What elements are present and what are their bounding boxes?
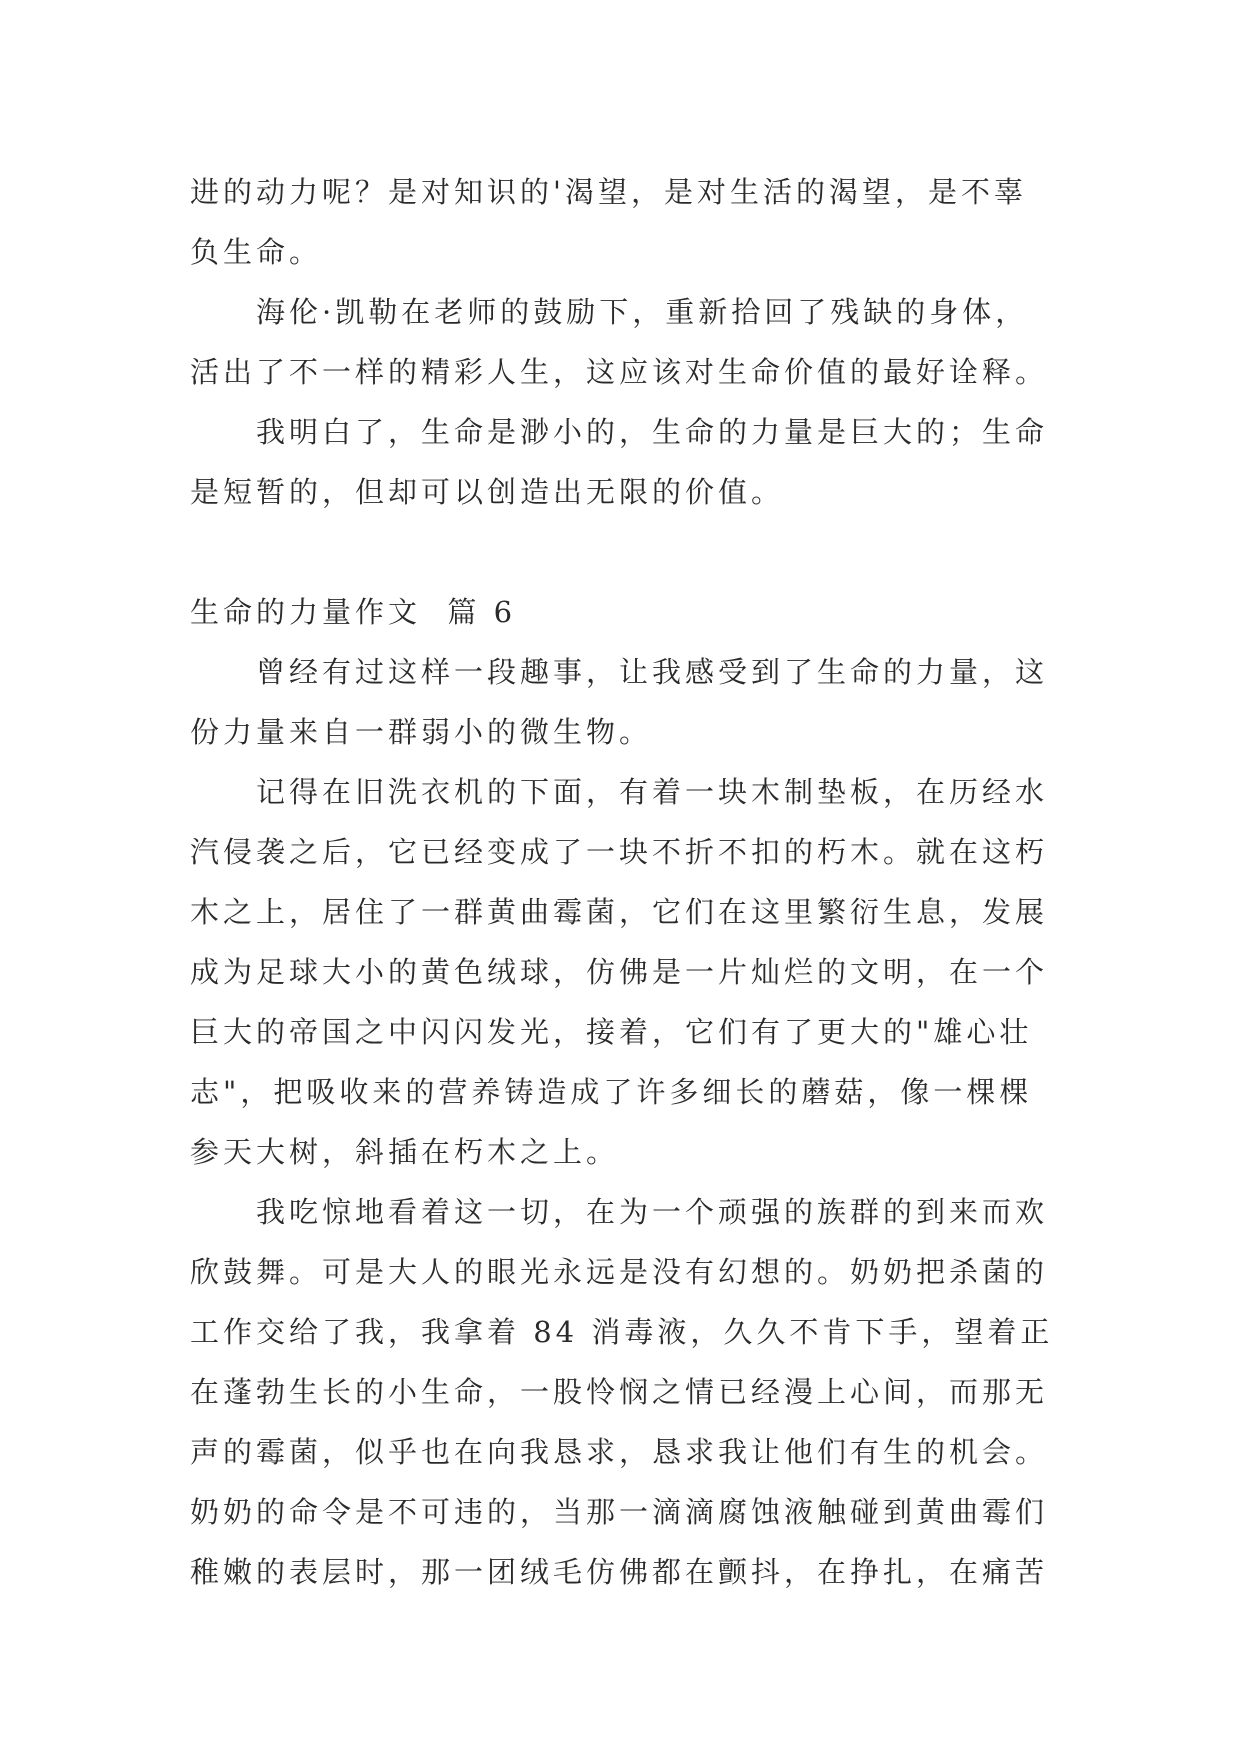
text-line: 活出了不一样的精彩人生，这应该对生命价值的最好诠释。: [190, 355, 1049, 389]
text-line: 奶奶的命令是不可违的，当那一滴滴腐蚀液触碰到黄曲霉们: [190, 1495, 1049, 1529]
text-line: 声的霉菌，似乎也在向我恳求，恳求我让他们有生的机会。: [190, 1435, 1049, 1469]
paragraph-intro: [190, 642, 1070, 762]
paragraph-washing-machine: [190, 762, 1070, 1182]
text-line: 我吃惊地看着这一切，在为一个顽强的族群的到来而欢: [256, 1195, 1049, 1229]
text-line: 负生命。: [190, 235, 323, 269]
text-line: 我明白了，生命是渺小的，生命的力量是巨大的；生命: [256, 415, 1049, 449]
section-heading: [190, 582, 1070, 642]
text-line: 工作交给了我，我拿着 84 消毒液，久久不肯下手，望着正: [190, 1315, 1054, 1349]
text-line: 是短暂的，但却可以创造出无限的价值。: [190, 475, 785, 509]
text-line: 成为足球大小的黄色绒球，仿佛是一片灿烂的文明，在一个: [190, 955, 1049, 989]
text-line: 稚嫩的表层时，那一团绒毛仿佛都在颤抖，在挣扎，在痛苦: [190, 1555, 1049, 1589]
text-line: 进的动力呢？是对知识的'渴望，是对生活的渴望，是不辜: [190, 175, 1027, 209]
paragraph-continuation: [190, 162, 1070, 282]
text-line: 欣鼓舞。可是大人的眼光永远是没有幻想的。奶奶把杀菌的: [190, 1255, 1049, 1289]
text-line: 木之上，居住了一群黄曲霉菌，它们在这里繁衍生息，发展: [190, 895, 1049, 929]
text-line: 在蓬勃生长的小生命，一股怜悯之情已经漫上心间，而那无: [190, 1375, 1049, 1409]
document-body: [190, 162, 1070, 1602]
paragraph-helen-keller: [190, 282, 1070, 402]
paragraph-understanding: [190, 402, 1070, 522]
heading-text: 生命的力量作文 篇 6: [190, 595, 517, 629]
text-line: 参天大树，斜插在朽木之上。: [190, 1135, 620, 1169]
text-line: 份力量来自一群弱小的微生物。: [190, 715, 653, 749]
paragraph-surprise: [190, 1182, 1070, 1602]
text-line: 记得在旧洗衣机的下面，有着一块木制垫板，在历经水: [256, 775, 1049, 809]
text-line: 志"，把吸收来的营养铸造成了许多细长的蘑菇，像一棵棵: [190, 1075, 1033, 1109]
text-line: 汽侵袭之后，它已经变成了一块不折不扣的朽木。就在这朽: [190, 835, 1049, 869]
text-line: 曾经有过这样一段趣事，让我感受到了生命的力量，这: [256, 655, 1049, 689]
text-line: 海伦·凯勒在老师的鼓励下，重新拾回了残缺的身体，: [256, 295, 1029, 329]
text-line: 巨大的帝国之中闪闪发光，接着，它们有了更大的"雄心壮: [190, 1015, 1033, 1049]
